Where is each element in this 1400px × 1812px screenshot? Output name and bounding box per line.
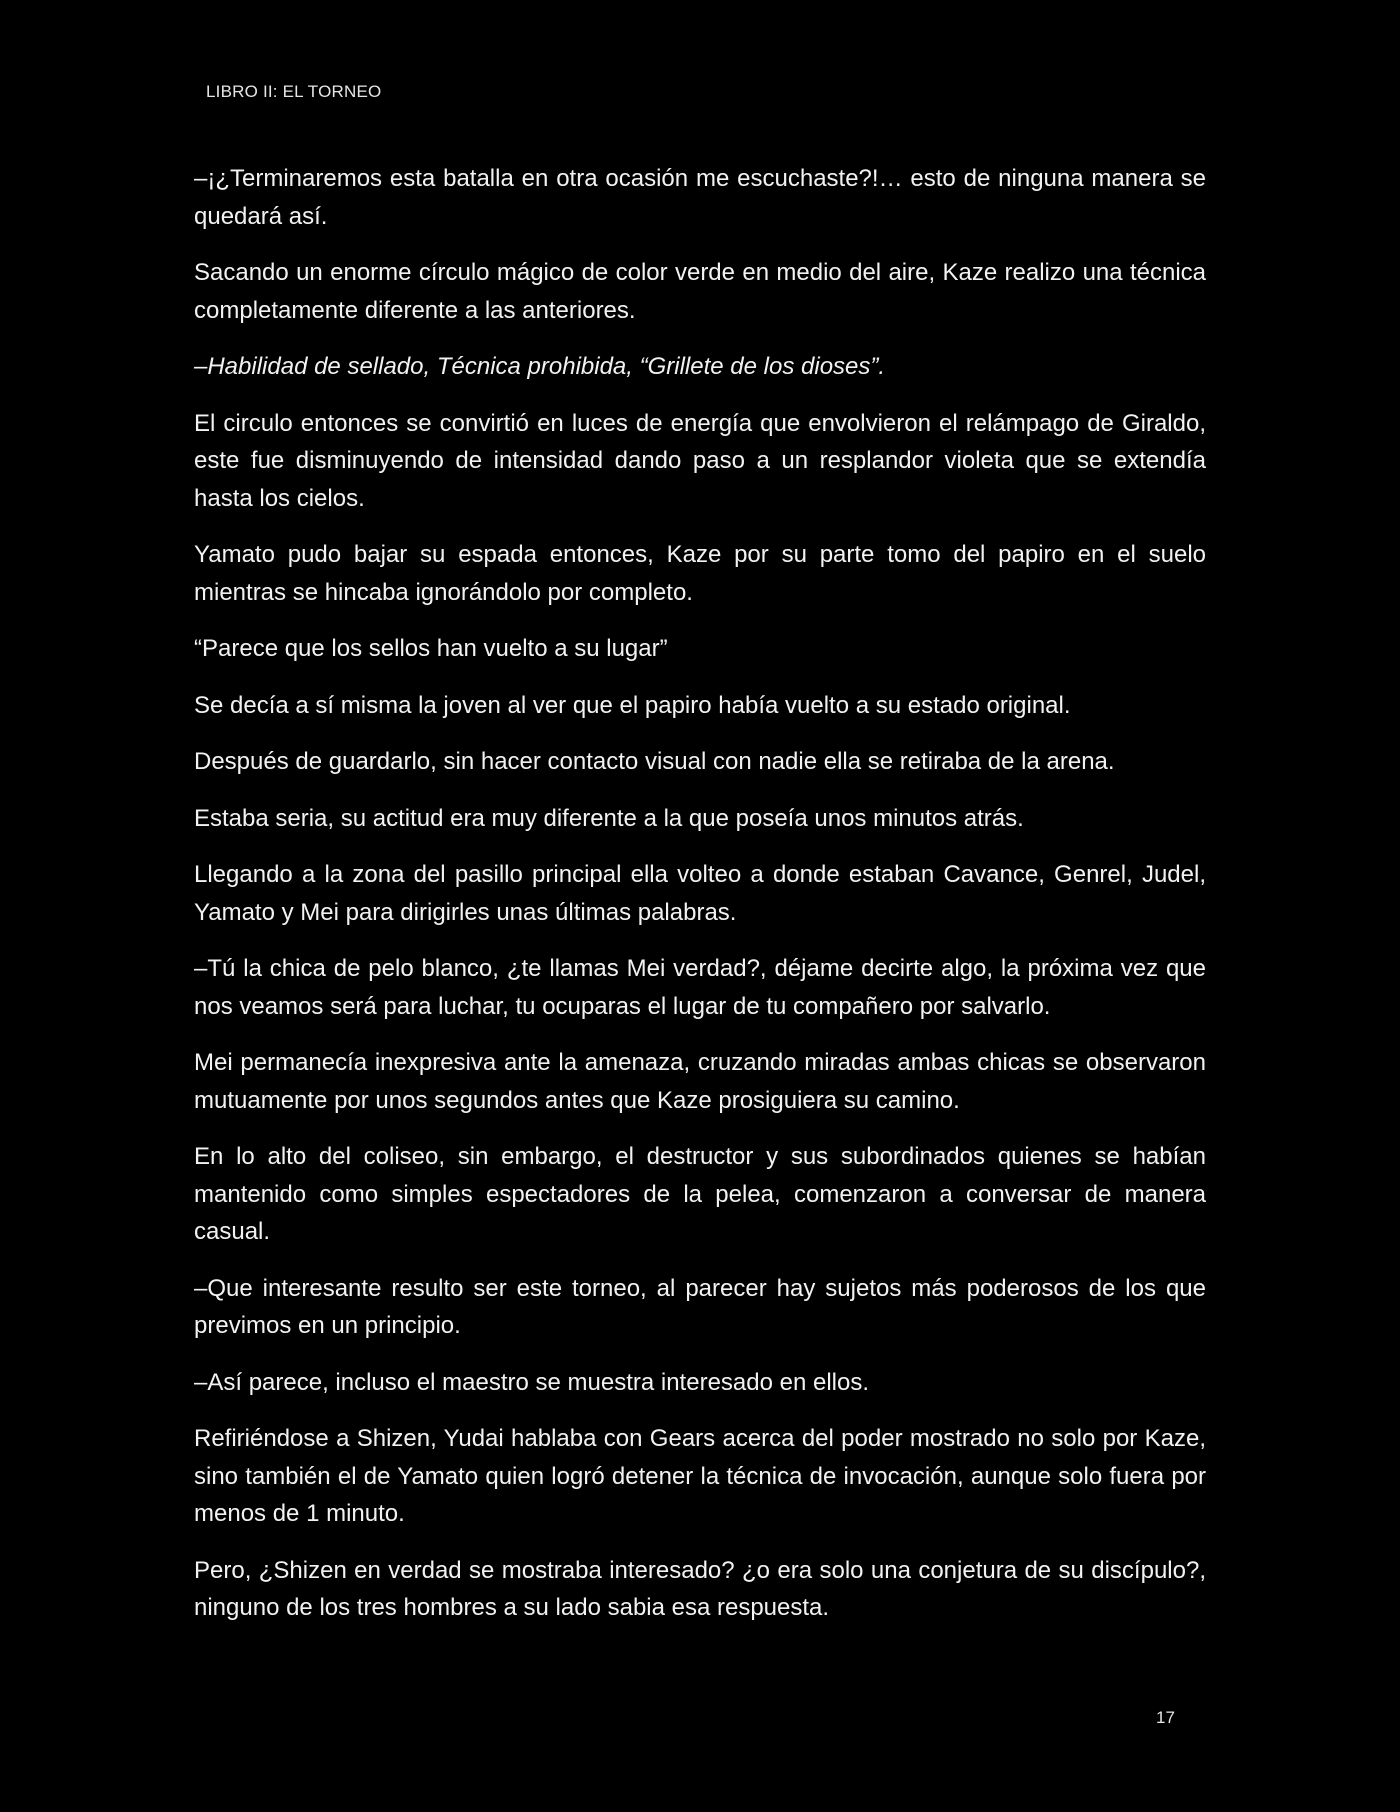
page-number: 17 (1156, 1708, 1175, 1727)
paragraph: –Así parece, incluso el maestro se muestra interesado en ellos. (194, 1368, 870, 1396)
paragraph: Mei permanecía inexpresiva ante la amenaza, cruzando miradas ambas chicas se observaron mutuamente por unos segundos antes que Kaze prosiguiera su camino. (194, 1049, 1206, 1114)
paragraph: En lo alto del coliseo, sin embargo, el destructor y sus subordinados quienes se habían mantenido como simples espectadores de la pelea, comenzaron a conversar de manera casual. (194, 1143, 1206, 1245)
paragraph: Llegando a la zona del pasillo principal ella volteo a donde estaban Cavance, Genrel, Judel, Yamato y Mei para dirigirles unas últimas palabras. (194, 861, 1206, 926)
paragraph: Sacando un enorme círculo mágico de color verde en medio del aire, Kaze realizo una técnica completamente diferente a las anteriores. (194, 259, 1206, 324)
paragraph: –Que interesante resulto ser este torneo, al parecer hay sujetos más poderosos de los que previmos en un principio. (194, 1274, 1206, 1339)
paragraph: Pero, ¿Shizen en verdad se mostraba interesado? ¿o era solo una conjetura de su discípulo?, ninguno de los tres hombres a su lado sabia esa respuesta. (194, 1556, 1206, 1621)
paragraph-italic: –Habilidad de sellado, Técnica prohibida, “Grillete de los dioses”. (194, 353, 886, 380)
paragraph: –Tú la chica de pelo blanco, ¿te llamas Mei verdad?, déjame decirte algo, la próxima vez que nos veamos será para luchar, tu ocuparas el lugar de tu compañero por salvarlo. (194, 955, 1206, 1020)
paragraph: El circulo entonces se convirtió en luces de energía que envolvieron el relámpago de Giraldo, este fue disminuyendo de intensidad dando paso a un resplandor violeta que se extendía hasta los cielos. (194, 409, 1206, 512)
paragraph: “Parece que los sellos han vuelto a su lugar” (194, 635, 668, 662)
running-header: LIBRO II: EL TORNEO (206, 82, 382, 101)
paragraph: Después de guardarlo, sin hacer contacto visual con nadie ella se retiraba de la arena. (194, 748, 1115, 775)
chapter-body (194, 160, 1206, 1646)
paragraph: Yamato pudo bajar su espada entonces, Kaze por su parte tomo del papiro en el suelo mientras se hincaba ignorándolo por completo. (194, 541, 1206, 606)
paragraph: Se decía a sí misma la joven al ver que el papiro había vuelto a su estado original. (194, 691, 1071, 719)
paragraph: Estaba seria, su actitud era muy diferente a la que poseía unos minutos atrás. (194, 804, 1024, 832)
paragraph: Refiriéndose a Shizen, Yudai hablaba con Gears acerca del poder mostrado no solo por Kaze, sino también el de Yamato quien logró detener la técnica de invocación, aunque solo fuera por menos de 1 minuto. (194, 1425, 1206, 1527)
paragraph: –¡¿Terminaremos esta batalla en otra ocasión me escuchaste?!… esto de ninguna manera se quedará así. (194, 165, 1206, 230)
